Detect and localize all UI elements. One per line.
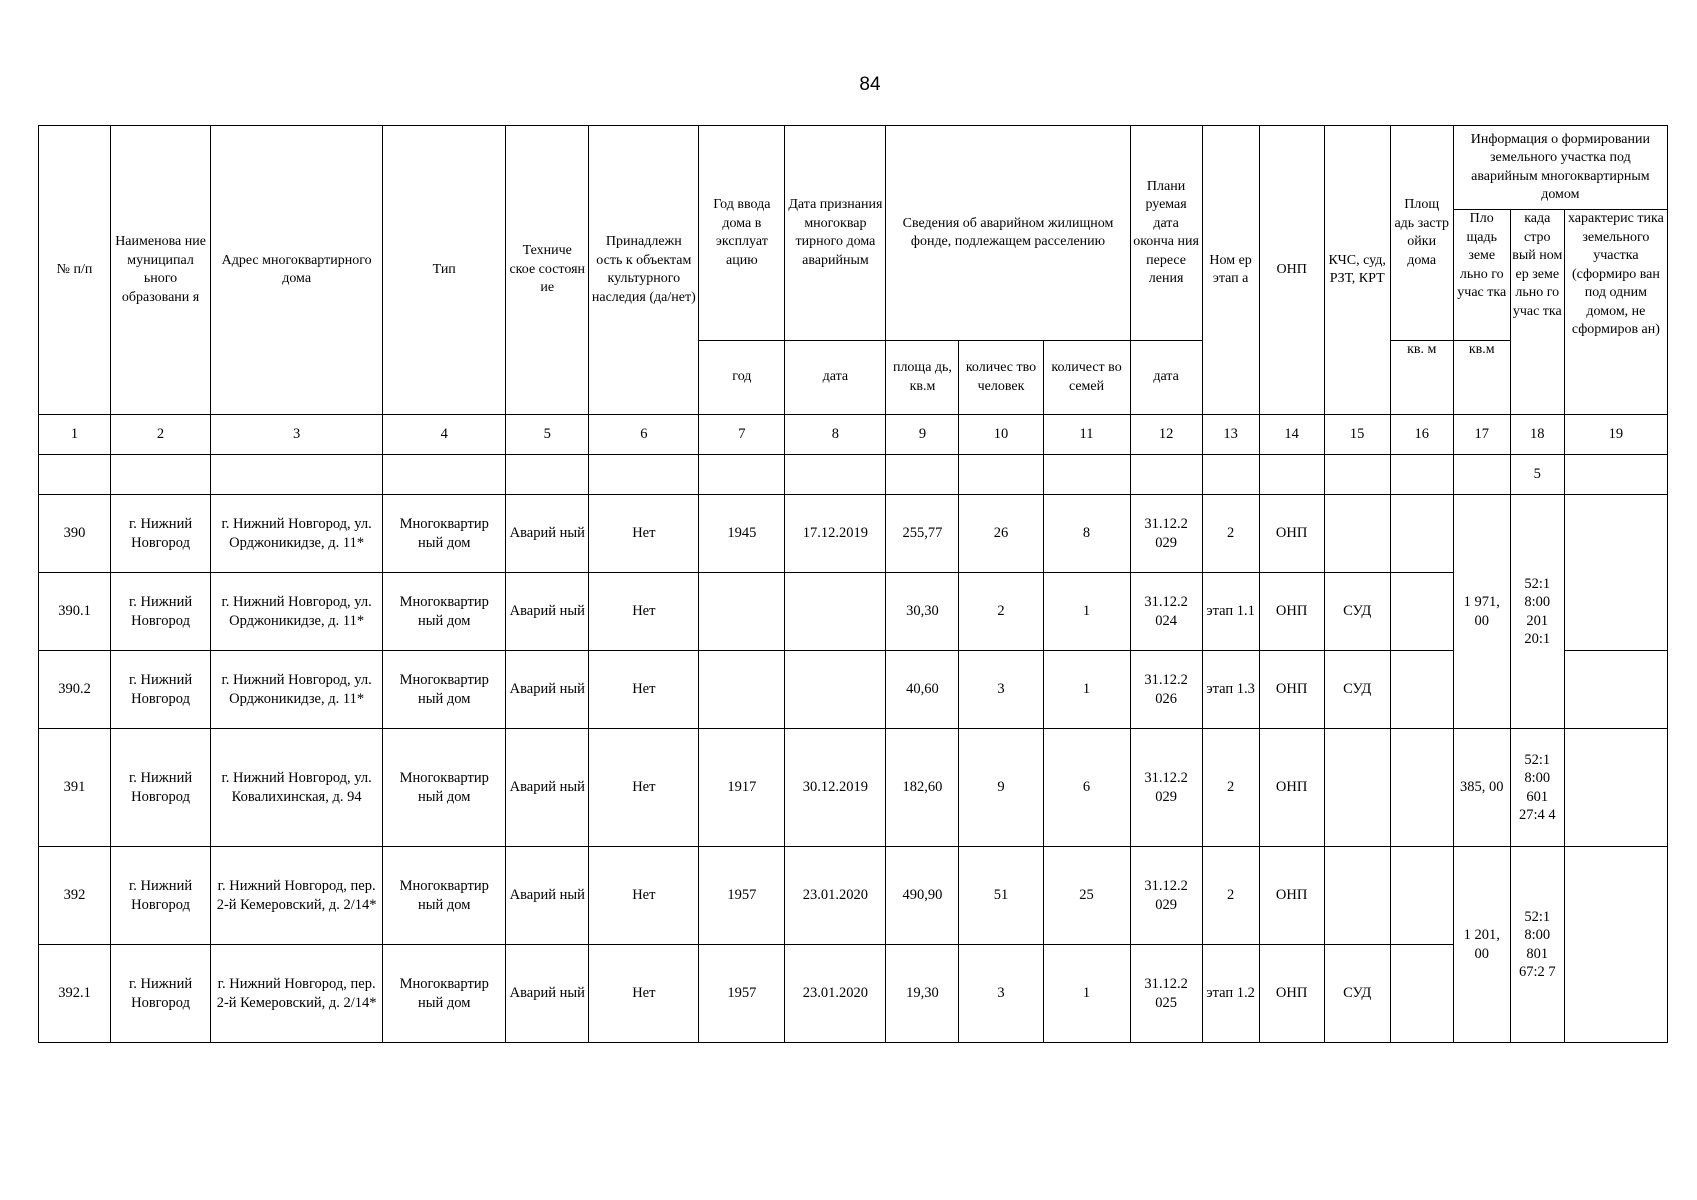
year-built: [699, 573, 785, 651]
header-heritage: Принадлежн ость к объектам культурного наследия (да/нет): [589, 126, 699, 415]
header-onp: ОНП: [1259, 126, 1324, 415]
header-municipality: Наименова ние муниципал ьного образовани я: [111, 126, 211, 415]
planned-date: 31.12.2 029: [1130, 495, 1202, 573]
header-kchs: КЧС, суд, РЗТ, КРТ: [1324, 126, 1390, 415]
heritage: Нет: [589, 847, 699, 945]
municipality: г. Нижний Новгород: [111, 847, 211, 945]
family-count: 8: [1043, 495, 1130, 573]
row-number: 392.1: [39, 945, 111, 1043]
municipality: г. Нижний Новгород: [111, 945, 211, 1043]
emergency-date: 23.01.2020: [785, 847, 886, 945]
area: 19,30: [886, 945, 959, 1043]
subheader-people: количес тво человек: [959, 341, 1043, 415]
column-number: 6: [589, 415, 699, 455]
building-type: Многоквартир ный дом: [383, 847, 506, 945]
technical-state: Аварий ный: [506, 847, 589, 945]
kchs: [1324, 729, 1390, 847]
note-row: [39, 455, 1668, 495]
people-count: 9: [959, 729, 1043, 847]
planned-date: 31.12.2 024: [1130, 573, 1202, 651]
table-row: [39, 651, 1668, 729]
emergency-housing-table: [38, 125, 1668, 1043]
row-number: 390.1: [39, 573, 111, 651]
building-area: [1390, 495, 1453, 573]
onp: ОНП: [1259, 729, 1324, 847]
header-address: Адрес многоквартирного дома: [211, 126, 383, 415]
note-cell: 5: [1510, 455, 1564, 495]
table-row: [39, 495, 1668, 573]
cadastral-number: 52:1 8:00 201 20:1: [1510, 495, 1564, 729]
technical-state: Аварий ный: [506, 945, 589, 1043]
onp: ОНП: [1259, 945, 1324, 1043]
emergency-date: [785, 573, 886, 651]
building-area: [1390, 573, 1453, 651]
area: 182,60: [886, 729, 959, 847]
area: 255,77: [886, 495, 959, 573]
family-count: 1: [1043, 573, 1130, 651]
header-land-characteristic: характерис тика земельного участка (сформиро ван под одним домом, не сформиров ан): [1564, 210, 1667, 415]
stage-number: 2: [1202, 729, 1259, 847]
column-number: 14: [1259, 415, 1324, 455]
column-number: 12: [1130, 415, 1202, 455]
heritage: Нет: [589, 729, 699, 847]
building-type: Многоквартир ный дом: [383, 573, 506, 651]
column-number: 18: [1510, 415, 1564, 455]
subheader-families: количест во семей: [1043, 341, 1130, 415]
subheader-land-area-unit: кв.м: [1453, 341, 1510, 415]
column-number: 9: [886, 415, 959, 455]
onp: ОНП: [1259, 573, 1324, 651]
address: г. Нижний Новгород, ул. Орджоникидзе, д. 11*: [211, 573, 383, 651]
subheader-year: год: [699, 341, 785, 415]
column-number: 7: [699, 415, 785, 455]
column-number: 17: [1453, 415, 1510, 455]
kchs: СУД: [1324, 573, 1390, 651]
area: 490,90: [886, 847, 959, 945]
row-number: 390.2: [39, 651, 111, 729]
subheader-planned-date: дата: [1130, 341, 1202, 415]
people-count: 26: [959, 495, 1043, 573]
family-count: 6: [1043, 729, 1130, 847]
year-built: [699, 651, 785, 729]
land-area: 1 971, 00: [1453, 495, 1510, 729]
land-area: 1 201, 00: [1453, 847, 1510, 1043]
land-area: 385, 00: [1453, 729, 1510, 847]
column-number: 11: [1043, 415, 1130, 455]
subheader-area: площа дь, кв.м: [886, 341, 959, 415]
stage-number: этап 1.1: [1202, 573, 1259, 651]
people-count: 3: [959, 945, 1043, 1043]
building-type: Многоквартир ный дом: [383, 495, 506, 573]
year-built: 1945: [699, 495, 785, 573]
address: г. Нижний Новгород, ул. Орджоникидзе, д. 11*: [211, 495, 383, 573]
kchs: СУД: [1324, 945, 1390, 1043]
table-row: [39, 847, 1668, 945]
kchs: [1324, 847, 1390, 945]
land-characteristic: [1564, 495, 1667, 651]
column-number-row: [39, 415, 1668, 455]
planned-date: 31.12.2 026: [1130, 651, 1202, 729]
header-building-area: Площ адь застр ойки дома: [1390, 126, 1453, 341]
column-number: 3: [211, 415, 383, 455]
building-area: [1390, 651, 1453, 729]
planned-date: 31.12.2 029: [1130, 729, 1202, 847]
year-built: 1957: [699, 847, 785, 945]
family-count: 25: [1043, 847, 1130, 945]
heritage: Нет: [589, 573, 699, 651]
area: 30,30: [886, 573, 959, 651]
municipality: г. Нижний Новгород: [111, 495, 211, 573]
people-count: 51: [959, 847, 1043, 945]
family-count: 1: [1043, 945, 1130, 1043]
building-area: [1390, 847, 1453, 945]
column-number: 16: [1390, 415, 1453, 455]
land-characteristic: [1564, 729, 1667, 847]
emergency-date: 17.12.2019: [785, 495, 886, 573]
area: 40,60: [886, 651, 959, 729]
address: г. Нижний Новгород, ул. Орджоникидзе, д. 11*: [211, 651, 383, 729]
header-emergency-date: Дата признания многоквар тирного дома аварийным: [785, 126, 886, 341]
header-land-info: Информация о формировании земельного участка под аварийным многоквартирным домом: [1453, 126, 1667, 210]
column-number: 8: [785, 415, 886, 455]
land-characteristic: [1564, 651, 1667, 729]
cadastral-number: 52:1 8:00 801 67:2 7: [1510, 847, 1564, 1043]
municipality: г. Нижний Новгород: [111, 729, 211, 847]
onp: ОНП: [1259, 651, 1324, 729]
family-count: 1: [1043, 651, 1130, 729]
building-type: Многоквартир ный дом: [383, 945, 506, 1043]
onp: ОНП: [1259, 847, 1324, 945]
stage-number: этап 1.2: [1202, 945, 1259, 1043]
municipality: г. Нижний Новгород: [111, 573, 211, 651]
land-characteristic: [1564, 847, 1667, 1043]
column-number: 19: [1564, 415, 1667, 455]
people-count: 3: [959, 651, 1043, 729]
people-count: 2: [959, 573, 1043, 651]
stage-number: этап 1.3: [1202, 651, 1259, 729]
building-type: Многоквартир ный дом: [383, 729, 506, 847]
table-row: [39, 945, 1668, 1043]
subheader-date: дата: [785, 341, 886, 415]
stage-number: 2: [1202, 495, 1259, 573]
onp: ОНП: [1259, 495, 1324, 573]
kchs: СУД: [1324, 651, 1390, 729]
building-type: Многоквартир ный дом: [383, 651, 506, 729]
row-number: 392: [39, 847, 111, 945]
building-area: [1390, 945, 1453, 1043]
heritage: Нет: [589, 945, 699, 1043]
header-row-number: № п/п: [39, 126, 111, 415]
column-number: 5: [506, 415, 589, 455]
row-number: 391: [39, 729, 111, 847]
header-stage-number: Ном ер этап а: [1202, 126, 1259, 415]
planned-date: 31.12.2 025: [1130, 945, 1202, 1043]
technical-state: Аварий ный: [506, 495, 589, 573]
technical-state: Аварий ный: [506, 729, 589, 847]
address: г. Нижний Новгород, пер. 2-й Кемеровский, д. 2/14*: [211, 847, 383, 945]
subheader-building-area-unit: кв. м: [1390, 341, 1453, 415]
header-type: Тип: [383, 126, 506, 415]
heritage: Нет: [589, 495, 699, 573]
column-number: 10: [959, 415, 1043, 455]
planned-date: 31.12.2 029: [1130, 847, 1202, 945]
header-cadastral-number: када стро вый ном ер земе льно го учас тка: [1510, 210, 1564, 415]
table-row: [39, 729, 1668, 847]
emergency-date: 23.01.2020: [785, 945, 886, 1043]
technical-state: Аварий ный: [506, 651, 589, 729]
column-number: 13: [1202, 415, 1259, 455]
page-number: 84: [859, 74, 881, 95]
year-built: 1957: [699, 945, 785, 1043]
header-technical-state: Техниче ское состоян ие: [506, 126, 589, 415]
address: г. Нижний Новгород, ул. Ковалихинская, д. 94: [211, 729, 383, 847]
column-number: 4: [383, 415, 506, 455]
header-land-area: Пло щадь земе льно го учас тка: [1453, 210, 1510, 341]
cadastral-number: 52:1 8:00 601 27:4 4: [1510, 729, 1564, 847]
heritage: Нет: [589, 651, 699, 729]
column-number: 15: [1324, 415, 1390, 455]
table-row: [39, 573, 1668, 651]
stage-number: 2: [1202, 847, 1259, 945]
emergency-date: [785, 651, 886, 729]
emergency-date: 30.12.2019: [785, 729, 886, 847]
building-area: [1390, 729, 1453, 847]
column-number: 2: [111, 415, 211, 455]
technical-state: Аварий ный: [506, 573, 589, 651]
row-number: 390: [39, 495, 111, 573]
address: г. Нижний Новгород, пер. 2-й Кемеровский, д. 2/14*: [211, 945, 383, 1043]
header-year-built: Год ввода дома в эксплуат ацию: [699, 126, 785, 341]
kchs: [1324, 495, 1390, 573]
header-emergency-fund: Сведения об аварийном жилищном фонде, подлежащем расселению: [886, 126, 1130, 341]
year-built: 1917: [699, 729, 785, 847]
column-number: 1: [39, 415, 111, 455]
municipality: г. Нижний Новгород: [111, 651, 211, 729]
header-planned-date: Плани руемая дата оконча ния пересе ления: [1130, 126, 1202, 341]
